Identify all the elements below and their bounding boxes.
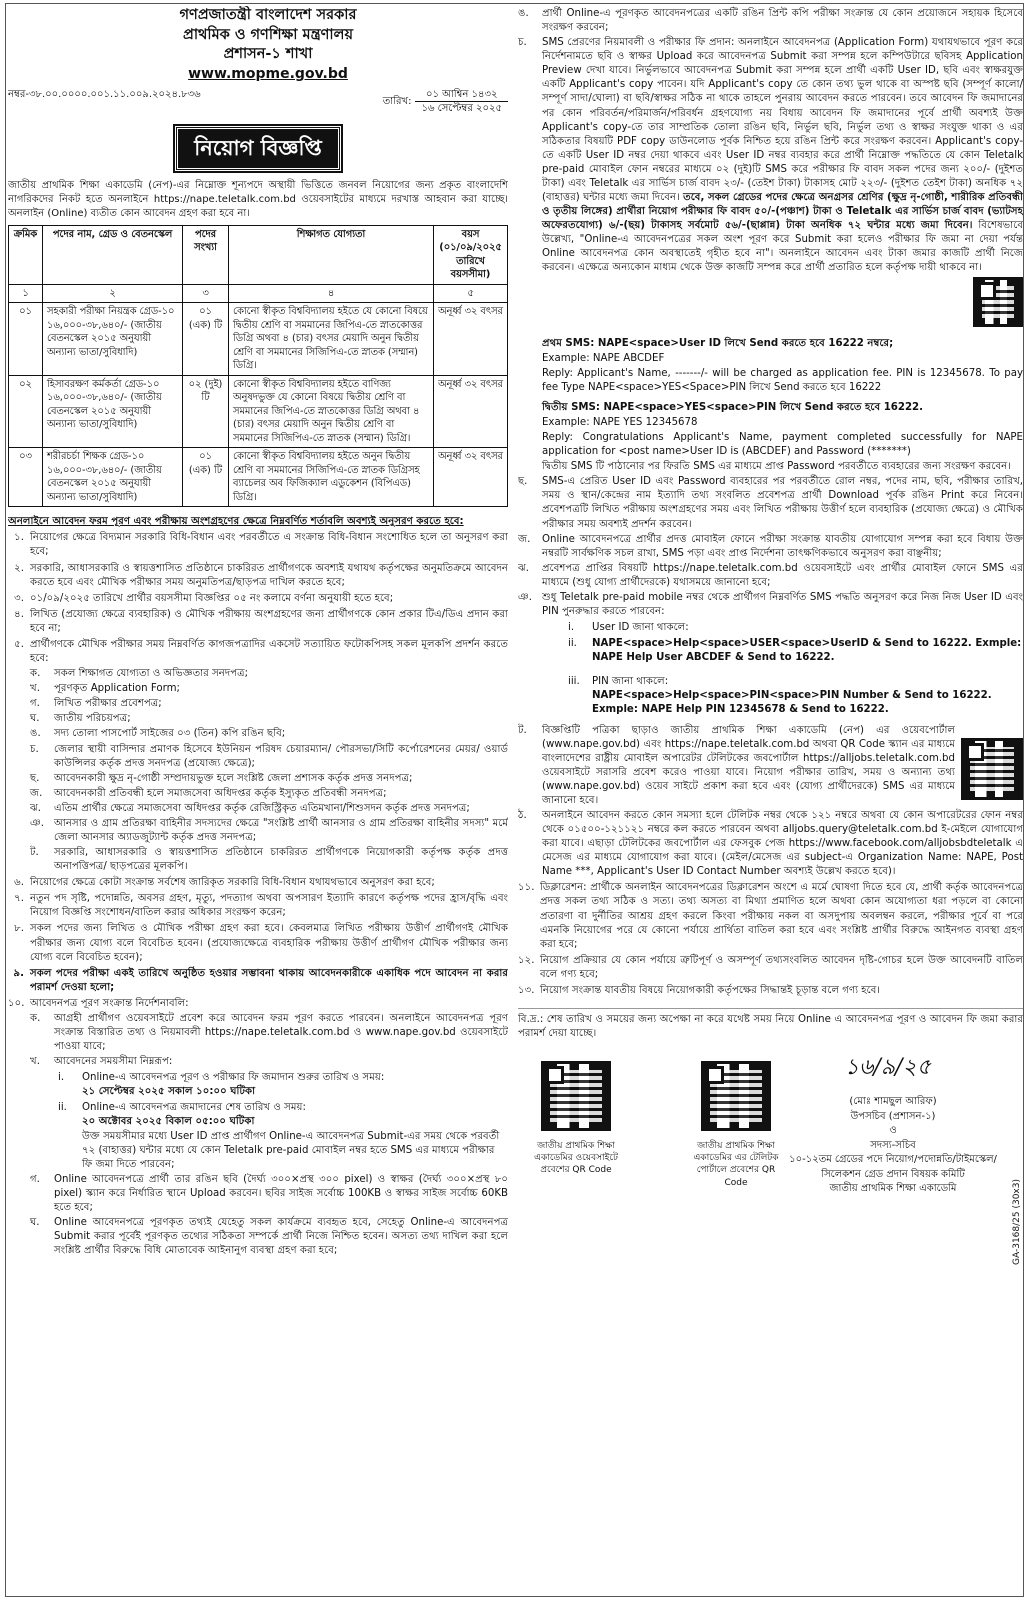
row-serial: ০৩	[9, 448, 43, 507]
doc-item	[30, 727, 508, 741]
deadline-label: Online-এ আবেদনপত্র পূরণ ও পরীক্ষার ফি জমাদান শুরুর তারিখ ও সময়:	[82, 1072, 385, 1084]
doc-item	[30, 787, 508, 801]
item-text: নিয়োগ সংক্রান্ত যাবতীয় বিষয়ে নিয়োগকারী কর্তৃপক্ষের সিদ্ধান্তই চূড়ান্ত বলে গণ্য হবে।	[540, 984, 881, 996]
doc-item	[30, 817, 508, 845]
item-number: ১০.	[8, 997, 25, 1009]
doc-item	[30, 772, 508, 786]
doc-number: ঝ.	[30, 802, 41, 814]
apply-text: Online আবেদনপত্রে পূরণকৃত তথ্যই যেহেতু সকল কার্যক্রমে ব্যবহৃত হবে, সেহেতু Online-এ আবেদনপত্র Submit করার পূর্বেই পূরণকৃত তথ্যের সঠিকতা সম্পর্কে প্রার্থী নিজে নিশ্চিত হবেন। অসত্য তথ্য দাখিল করা হলে সংশ্লিষ্ট প্রার্থীর বিরুদ্ধে বিধি মোতাবেক আইনানুগ ব্যবস্থা গ্রহণ করা হবে;	[54, 1217, 508, 1257]
notice-title: নিয়োগ বিজ্ঞপ্তি	[175, 126, 341, 171]
qr-teletalk-wrap	[518, 277, 1023, 332]
list-item	[518, 954, 1023, 982]
row-count: ০১ (এক) টি	[183, 448, 229, 507]
apply-number: ঝ.	[518, 562, 529, 574]
item-number: ১৩.	[518, 984, 535, 996]
col-count: পদের সংখ্যা	[183, 225, 229, 284]
conditions-heading: অনলাইনে আবেদন ফরম পূরণ এবং পরীক্ষায় অংশগ্রহণের ক্ষেত্রে নিম্নবর্ণিত শর্তাবলি অবশ্যই অনুসরণ করতে হবে:	[8, 516, 464, 528]
qr-nape-teletalk	[686, 1061, 786, 1189]
govt-title: গণপ্রজাতন্ত্রী বাংলাদেশ সরকার	[179, 7, 357, 23]
recovery-text	[592, 675, 1023, 717]
list-item	[8, 922, 508, 964]
table-row	[9, 375, 508, 448]
col-qualification: শিক্ষাগত যোগ্যতা	[229, 225, 434, 284]
doc-number: জ.	[30, 787, 43, 799]
apply-text: Online আবেদনপত্রে প্রার্থী তার রঙিন ছবি (দৈর্ঘ্য ৩০০×প্রস্থ ৩০০ pixel) ও স্বাক্ষর (দৈর্ঘ্য ৩০০×প্রস্থ ৮০ pixel) স্ক্যান করে নির্ধারিত স্থানে Upload করবেন। ছবির সাইজ সর্বোচ্চ 100KB ও স্বাক্ষর সাইজ সর্বোচ্চ 60KB হতে হবে;	[54, 1173, 508, 1213]
sms1-reply: Reply: Applicant's Name, -------/- will be charged as application fee. PIN is 12345678. To pay fee Type NAPE<space>YES<Space>PIN লিখে Send করতে হবে 16222	[542, 367, 1023, 393]
item-text: ০১/০৯/২০২৫ তারিখে প্রার্থীর বয়সসীমা বিজ্ঞপ্তির ০৫ নং কলামে বর্ণনা অনুযায়ী হতে হবে;	[30, 592, 394, 604]
apply-item	[518, 475, 1023, 531]
memo-number: নম্বর-৩৮.০০.০০০০.০০১.১১.০০৯.২০২৪.৮৩৬	[8, 88, 201, 100]
doc-number: খ.	[30, 683, 40, 695]
sms2-label: দ্বিতীয় SMS: NAPE<space>YES<space>PIN লিখে Send করতে হবে 16222.	[542, 401, 924, 413]
letterhead	[148, 6, 388, 84]
index-cell: ১	[9, 284, 43, 303]
item-number: ৬.	[14, 877, 24, 889]
deadline-number: i.	[58, 1072, 65, 1084]
list-item	[8, 608, 508, 636]
item-text: লিখিত (প্রযোজ্য ক্ষেত্রে ব্যবহারিক) ও মৌখিক পরীক্ষায় অংশগ্রহণের জন্য প্রার্থীগণকে কোন প্রকার টিএ/ডিএ প্রদান করা হবে না;	[30, 608, 508, 634]
doc-number: ঞ.	[30, 817, 44, 829]
signatory-designation: উপসচিব (প্রশাসন-১)	[850, 1110, 936, 1122]
item-number: ৮.	[14, 923, 24, 935]
left-column	[8, 6, 508, 1594]
apply-number: ঙ.	[518, 8, 529, 19]
deadline-label: Online-এ আবেদনপত্র জমাদানের শেষ তারিখ ও সময়:	[82, 1102, 306, 1114]
col-serial: ক্রমিক	[9, 225, 43, 284]
qr-code-icon[interactable]	[701, 1061, 771, 1131]
item-text: সকল পদের জন্য লিখিত ও মৌখিক পরীক্ষা গ্রহণ করা হবে। কেবলমাত্র লিখিত পরীক্ষায় উত্তীর্ণ প্রার্থীগণই মৌখিক পরীক্ষার জন্য যোগ্য বলে বিবেচিত হবেন। (প্রযোজ্যক্ষেত্রে ব্যবহারিক পরীক্ষায় উত্তীর্ণ প্রার্থীগণ মৌখিক পরীক্ষার জন্য যোগ্য বলে বিবেচিত হবেন);	[30, 923, 508, 963]
row-post: হিসাবরক্ষণ কর্মকর্তা গ্রেড-১০ ১৬,০০০-৩৮,৬৪০/- (জাতীয় বেতনস্কেল ২০১৫ অনুযায়ী অন্যান্য ভাতা/সুবিধাদি)	[43, 375, 183, 448]
doc-number: ক.	[30, 668, 41, 680]
list-item	[8, 562, 508, 590]
apply-text: আবেদনের সময়সীমা নিম্নরূপ:	[54, 1056, 173, 1068]
doc-text: আনসার ও গ্রাম প্রতিরক্ষা বাহিনীর সদস্যদের ক্ষেত্রে "সংশ্লিষ্ট প্রার্থী আনসার ও গ্রাম প্রতিরক্ষা বাহিনীর সদস্য" মর্মে জেলা আনসার অ্যাডজুট্যান্ট কর্তৃক প্রদত্ত সনদপত্র;	[54, 817, 508, 843]
doc-text: সদ্য তোলা পাসপোর্ট সাইজের ০৩ (তিন) কপি রঙিন ছবি;	[54, 728, 286, 740]
doc-item	[30, 846, 508, 874]
item-number: ২.	[14, 562, 24, 574]
sms2-example: Example: NAPE YES 12345678	[542, 416, 698, 428]
item-number: ৫.	[14, 638, 24, 650]
deadline-item	[58, 1071, 508, 1099]
qr-caption: জাতীয় প্রাথমিক শিক্ষা একাডেমির এর টেলিটক পোর্টালে প্রবেশের QR Code	[693, 1140, 779, 1188]
apply-item	[518, 809, 1023, 879]
sms2-reply: Reply: Congratulations Applicant's Name, payment completed successfully for NAPE application for <post name>User ID is (ABCDEF) and Password (*******)	[542, 432, 1023, 458]
item-text: প্রার্থীগণকে মৌখিক পরীক্ষার সময় নিম্নবর্ণিত কাগজপত্রাদির একসেট সত্যায়িত ফটোকপিসহ সকল মূলকপি প্রদর্শন করতে হবে:	[30, 638, 508, 665]
doc-item	[30, 682, 508, 696]
apply-text	[542, 36, 1023, 275]
apply-item	[518, 36, 1023, 275]
item-number: ১১.	[518, 882, 535, 894]
item-text: নতুন পদ সৃষ্টি, পদোন্নতি, অবসর গ্রহণ, মৃত্যু, পদত্যাগ অথবা অপসারণ ইত্যাদি কারণে কর্তৃপক্ষ পদের হ্রাস/বৃদ্ধি এবং নিয়োগ বিজ্ঞপ্তি সংশোধন/বাতিল করার অধিকার সংরক্ষণ করেন;	[30, 893, 508, 919]
doc-text: সরকারি, আধাসরকারি ও স্বায়ত্তশাসিত প্রতিষ্ঠানে চাকরিরত প্রার্থীগণকে নিয়োগকারী কর্তৃপক্ষ কর্তৃক প্রদত্ত অনাপত্তিপত্র/ ছাড়পত্রের মূলকপি।	[54, 847, 508, 873]
signatory-committee: ১০-১২তম গ্রেডের পদে নিয়োগ/পদোন্নতি/টাইমস্কেল/ সিলেকশন গ্রেড প্রদান বিষয়ক কমিটি	[789, 1154, 997, 1180]
doc-text: আবেদনকারী প্রতিবন্ধী হলে সমাজসেবা অধিদপ্তর কর্তৃক ইস্যুকৃত প্রতিবন্ধী সনদপত্র;	[54, 787, 387, 799]
apply-number: ঞ.	[518, 591, 532, 603]
apply-item	[518, 724, 1023, 808]
sms-instructions	[542, 337, 1023, 475]
list-item	[8, 997, 508, 1011]
table-header-row	[9, 225, 508, 284]
item-number: ৪.	[14, 608, 24, 620]
signatory-role: সদস্য-সচিব	[870, 1139, 916, 1151]
doc-text: লিখিত পরীক্ষার প্রবেশপত্র;	[54, 698, 162, 710]
branch-title: প্রশাসন-১ শাখা	[223, 46, 313, 63]
item-text: নিয়োগ প্রক্রিয়ার যে কোন পর্যায়ে ত্রুটিপূর্ণ ও অসম্পূর্ণ তথ্যসংবলিত আবেদন দৃষ্টি-গোচর হলে উক্ত আবেদনটি বাতিল বলে গণ্য হবে;	[540, 954, 1023, 980]
deadline-date: ২০ অক্টোবর ২০২৫ বিকাল ০৫:০০ ঘটিকা	[82, 1116, 255, 1128]
row-count: ০২ (দুই) টি	[183, 375, 229, 448]
apply-text: আগ্রহী প্রার্থীগণ ওয়েবসাইটে প্রবেশ করে আবেদন ফরম পূরণ করতে পারবেন। অনলাইনে আবেদনপত্র পূরণ সংক্রান্ত বিস্তারিত তথ্য ও নিয়মাবলী https://nape.teletalk.com.bd ও www.nape.gov.bd ওয়েবসাইটে পাওয়া যাবে;	[54, 1012, 508, 1053]
fee-instructions: SMS প্রেরণের নিয়মাবলী ও পরীক্ষার ফি প্রদান: অনলাইনে আবেদনপত্র (Application Form) যথাযথভাবে পূরণ করে নির্দেশনামতে ছবি ও স্বাক্ষর Upload করে আবেদনপত্র Submit করা সম্পন্ন হলে কম্পিউটারে ছবিসহ Application Preview দেখা যাবে। নির্ভুলভাবে আবেদনপত্র Submit করা সম্পন্ন হলে প্রার্থী একটি User ID, ছবি এবং স্বাক্ষরযুক্ত একটি Applicant's copy পাবেন। যদি Applicant's copy তে কোন তথ্য ভুল থাকে বা অস্পষ্ট ছবি (সম্পূর্ণ কালো/সম্পূর্ণ সাদা/ঘোলা) বা ছবি/স্বাক্ষর সঠিক না থাকে তাহলে পুনরায় আবেদন করতে পারবেন। তবে আবেদন ফি জমাদানের পর কোন পরিবর্তন/পরিমার্জন/পরিবর্ধন গ্রহণযোগ্য নয় বিধায় আবেদন ফি জমাদানের পূর্বে প্রার্থী অবশ্যই উক্ত Applicant's copy-তে তার সাম্প্রতিক তোলা রঙিন ছবি, নির্ভুল ছবি, নির্ভুল তথ্য ও স্বাক্ষর সংযুক্ত থাকা ও এর সঠিকতার বিষয়টি PDF copy ডাউনলোড পূর্বক নিশ্চিত হয়ে রঙিন প্রিন্ট করে সংরক্ষণ করবেন। Applicant's copy-তে একটি User ID নম্বর দেয়া থাকবে এবং User ID নম্বর ব্যবহার করে প্রার্থী নিম্নোক্ত পদ্ধতিতে যে কোন Teletalk pre-paid মোবাইল ফোন নম্বরের মাধ্যমে ০২ (দুই)টি SMS করে পরীক্ষার ফি বাবদ সকল পদের জন্য ২০০/- (দুইশত টাকা) এবং Teletalk এর সার্ভিস চার্জ বাবদ ২৩/- (তেইশ টাকা) টাকাসহ মোট ২২৩/- (দুইশত তেইশ টাকা) অনধিক ৭২ (বাহাত্তর) ঘন্টার মধ্যে জমা দিবেন।	[542, 37, 1023, 204]
reference-row	[8, 88, 508, 117]
doc-number: গ.	[30, 698, 40, 710]
print-code: GA-3168/25 (30x3)	[1011, 1179, 1022, 1266]
row-age: অনূর্ধ্ব ৩২ বৎসর	[434, 375, 508, 448]
portal-info: বিজ্ঞপ্তিটি পত্রিকা ছাড়াও জাতীয় প্রাথমিক শিক্ষা একাডেমি (নেপ) এর ওয়েবপোর্টাল (www.nape.gov.bd) এবং https://nape.teletalk.com.bd অথবা QR Code স্ক্যান এর মাধ্যমে বাংলাদেশের রাষ্ট্রীয় মোবাইল অপারেটর টেলিটকের জবপোর্টাল https://alljobs.teletalk.com.bd ওয়েবসাইটে সরাসরি প্রবেশ করেও পাওয়া যাবে। নিয়োগ পরীক্ষার তারিখ, সময় ও অন্যান্য তথ্য (www.nape.gov.bd) ওয়েব সাইটে প্রকাশ করা হবে এবং (যোগ্য প্রার্থীদেরকে) SMS এর মাধ্যমে জানানো হবে।	[542, 724, 955, 806]
doc-text: পূরণকৃত Application Form;	[54, 683, 180, 695]
sms1-label: প্রথম SMS: NAPE<space>User ID লিখে Send করতে হবে 16222 নম্বরে;	[542, 337, 894, 349]
apply-number: ক.	[30, 1012, 41, 1024]
signatory-name: (মোঃ শামছুল আরিফ)	[849, 1096, 937, 1108]
index-cell: ৫	[434, 284, 508, 303]
date-values	[415, 88, 508, 117]
table-index-row	[9, 284, 508, 303]
footnote: বি.দ্র.: শেষ তারিখ ও সময়ের জন্য অপেক্ষা না করে যথেষ্ট সময় নিয়ে Online এ আবেদনপত্র পূরণ ও আবেদন ফি জমা করার পরামর্শ দেয়া যাচ্ছে।	[518, 1008, 1023, 1041]
sms2-note: দ্বিতীয় SMS টি পাঠানোর পর ফিরতি SMS এর মাধ্যমে প্রাপ্ত Password পরবর্তীতে ব্যবহারের জন্য সংরক্ষণ করবেন।	[542, 461, 1011, 473]
recovery-text: User ID জানা থাকলে:	[592, 622, 689, 634]
recovery-number: i.	[568, 622, 575, 634]
fee-instructions-end: বিশেষভাবে উল্লেখ্য, "Online-এ আবেদনপত্রের সকল অংশ পূরণ করে Submit করা হলেও পরীক্ষার ফি জমা না দেয়া পর্যন্ত Online আবেদনপত্র কোন অবস্থাতেই গৃহীত হবে না"। অনলাইনে আবেদন এবং টাকা জমার কাজটি প্রার্থী নিজে করবেন। এক্ষেত্রে অন্যকোন মাধ্যম থেকে উক্ত কাজটি সম্পন্ন করে প্রার্থী প্রতারিত হলে কর্তৃপক্ষ দায়ী থাকবে না।	[542, 220, 1023, 274]
item-number: ১.	[14, 532, 24, 544]
row-serial: ০২	[9, 375, 43, 448]
doc-text: জেলার স্থায়ী বাসিন্দার প্রমাণক হিসেবে ইউনিয়ন পরিষদ চেয়ারম্যান/ পৌরসভা/সিটি কর্পোরেশনের মেয়র/ ওয়ার্ড কাউন্সিলর কর্তৃক প্রদত্ত সনদপত্র (প্রযোজ্য ক্ষেত্রে);	[54, 743, 508, 769]
deadline-date: ২১ সেপ্টেম্বর ২০২৫ সকাল ১০:০০ ঘটিকা	[82, 1086, 256, 1098]
doc-item	[30, 697, 508, 711]
recovery-item	[568, 675, 1023, 717]
signatory-org: জাতীয় প্রাথমিক শিক্ষা একাডেমি	[829, 1183, 957, 1195]
qr-code-group	[526, 1061, 786, 1189]
apply-text	[542, 724, 1023, 808]
ministry-title: প্রাথমিক ও গণশিক্ষা মন্ত্রণালয়	[183, 26, 353, 43]
signature-area	[518, 1047, 1023, 1277]
col-post: পদের নাম, গ্রেড ও বেতনস্কেল	[43, 225, 183, 284]
apply-text: অনলাইনে আবেদন করতে কোন সমস্যা হলে টেলিটক নম্বর থেকে ১২১ নম্বরে অথবা যে কোন অপারেটরের ফোন নম্বর থেকে ০১৫০০-১২১১২১ নম্বরে কল করতে পারবেন অথবা alljobs.query@teletalk.com.bd ই-মেইলে যোগাযোগ করা যাবে। এছাড়া টেলিটকের জবপোর্টাল এর ফেসবুক পেজ https://www.facebook.com/alljobsbdteletalk এ মেসেজ এর মাধ্যমে যোগাযোগ করা যাবে। (মেইল/মেসেজ এর subject-এ Organization Name: NAPE, Post Name ***, Applicant's User ID Contact Number অবশ্যই উল্লেখ করতে হবে)।	[542, 809, 1023, 878]
index-cell: ৩	[183, 284, 229, 303]
recovery-item	[568, 637, 1023, 665]
signatory-and: ও	[889, 1125, 897, 1137]
deadline-number: ii.	[58, 1102, 67, 1114]
recovery-command: NAPE<space>Help<space>PIN<space>PIN Number & Send to 16222. Exmple: NAPE Help PIN 12345678 & Send to 16222.	[592, 690, 992, 716]
row-post: শরীরচর্চা শিক্ষক গ্রেড-১০ ১৬,০০০-৩৮,৬৪০/- (জাতীয় বেতনস্কেল ২০১৫ অনুযায়ী অন্যান্য ভাতা/সুবিধাদি)	[43, 448, 183, 507]
signatory-block	[783, 1095, 1003, 1197]
apply-number: ঠ.	[518, 809, 527, 821]
doc-item	[30, 802, 508, 816]
list-item	[8, 638, 508, 666]
item-number: ৯.	[13, 967, 24, 979]
right-column	[518, 6, 1023, 1594]
row-post: সহকারী পরীক্ষা নিয়ন্ত্রক গ্রেড-১০ ১৬,০০০-৩৮,৬৪০/- (জাতীয় বেতনস্কেল ২০১৫ অনুযায়ী অন্যান্য ভাতা/সুবিধাদি)	[43, 303, 183, 376]
doc-number: ট.	[30, 847, 39, 859]
list-item	[8, 876, 508, 890]
doc-text: জাতীয় পরিচয়পত্র;	[54, 713, 131, 725]
item-text: আবেদনপত্র পূরণ সংক্রান্ত নির্দেশনাবলি:	[30, 997, 189, 1009]
row-qualification: কোনো স্বীকৃত বিশ্ববিদ্যালয় হইতে যে কোনো বিষয়ে দ্বিতীয় শ্রেণি বা সমমানের জিপিএ-তে স্নাতকোত্তর ডিগ্রি অথবা ৪ (চার) বৎসর মেয়াদি অনুন দ্বিতীয় শ্রেণি বা সমমানের সিজিপিএ-তে স্নাতক (সম্মান) ডিগ্রি।	[229, 303, 434, 376]
date-block	[383, 88, 508, 117]
deadline-text	[82, 1071, 508, 1099]
item-text: নিয়োগের ক্ষেত্রে বিদ্যমান সরকারি বিধি-বিধান এবং পরবর্তীতে এ সংক্রান্ত বিধি-বিধান সংশোধিত হলে তা অনুসরণ করা হবে;	[30, 532, 508, 558]
doc-text: আবেদনকারী ক্ষুদ্র নৃ-গোষ্ঠী সম্প্রদায়ভুক্ত হলে সংশ্লিষ্ট জেলা প্রশাসক কর্তৃক প্রদত্ত সনদপত্র;	[54, 772, 413, 784]
row-age: অনূর্ধ্ব ৩২ বৎসর	[434, 448, 508, 507]
apply-number: খ.	[30, 1056, 40, 1068]
list-item	[8, 892, 508, 920]
row-serial: ০১	[9, 303, 43, 376]
apply-number: গ.	[30, 1173, 40, 1185]
vacancy-table	[8, 225, 508, 508]
apply-text: প্রবেশপত্র প্রাপ্তির বিষয়টি https://nape.teletalk.com.bd ওয়েবসাইটে এবং প্রার্থীর মোবাইল ফোনে SMS এর মাধ্যমে (শুধু যোগ্য প্রার্থীদেরকে) যথাসময়ে জানানো হবে;	[542, 562, 1023, 588]
doc-item	[30, 667, 508, 681]
qr-code-icon[interactable]	[541, 1061, 611, 1131]
item-text: সকল পদের পরীক্ষা একই তারিখে অনুষ্ঠিত হওয়ার সম্ভাবনা থাকায় আবেদনকারীকে একাধিক পদে আবেদন না করার পরামর্শ দেওয়া হলো;	[30, 967, 508, 993]
doc-number: চ.	[30, 743, 39, 755]
date-english: ১৬ সেপ্টেম্বর ২০২৫	[421, 103, 502, 115]
row-age: অনূর্ধ্ব ৩২ বৎসর	[434, 303, 508, 376]
apply-text: প্রার্থী Online-এ পূরণকৃত আবেদনপত্রের একটি রঙিন প্রিন্ট কপি পরীক্ষা সংক্রান্ত যে কোন প্রয়োজনে সহায়ক হিসেবে সংরক্ষণ করবেন;	[542, 8, 1023, 34]
doc-text: সকল শিক্ষাগত যোগ্যতা ও অভিজ্ঞতার সনদপত্র;	[54, 668, 249, 680]
qr-caption: জাতীয় প্রাথমিক শিক্ষা একাডেমির ওয়েবসাইটে প্রবেশের QR Code	[534, 1140, 618, 1176]
apply-number: চ.	[518, 37, 527, 49]
item-text: সরকারি, আধাসরকারি ও স্বায়ত্তশাসিত প্রতিষ্ঠানে চাকরিরত প্রার্থীগণকে অবশ্যই যথাযথ কর্তৃপক্ষের অনুমতিক্রমে আবেদন করতে হবে এবং মৌখিক পরীক্ষার সময় অনুমতিপত্র/ছাড়পত্র দাখিল করতে হবে;	[30, 562, 508, 588]
signature-mark: ১৬/৯/২৫	[844, 1055, 931, 1081]
apply-item	[30, 1216, 508, 1258]
item-number: ৩.	[14, 592, 24, 604]
list-item	[8, 967, 508, 995]
table-row	[9, 303, 508, 376]
recovery-label: PIN জানা থাকলে:	[592, 676, 669, 688]
item-text: নিয়োগের ক্ষেত্রে কোটা সংক্রান্ত সর্বশেষ জারিকৃত সরকারি বিধি-বিধান যথাযথভাবে অনুসরণ করা হবে;	[30, 877, 435, 889]
fee-instructions-bold: তবে, সকল গ্রেডের পদের ক্ষেত্রে অনগ্রসর শ্রেণির (ক্ষুদ্র নৃ-গোষ্ঠী, শারীরিক প্রতিবন্ধী ও তৃতীয় লিঙ্গের) প্রার্থীরা নিয়োগ পরীক্ষার ফি বাবদ ৫০/-(পঞ্চাশ) টাকা ও Teletalk এর সার্ভিস চার্জ বাবদ (ভ্যাটসহ অফেরতযোগ্য) ৬/-(ছয়) টাকাসহ সর্বমোট ৫৬/-(ছাপ্পান্ন) টাকা অনধিক ৭২ ঘন্টার মধ্যে জমা দিবেন।	[542, 192, 1023, 232]
deadline-item	[58, 1101, 508, 1171]
doc-item	[30, 712, 508, 726]
row-qualification: কোনো স্বীকৃত বিশ্ববিদ্যালয় হইতে বাণিজ্য অনুষদভুক্ত যে কোনো বিষয়ে দ্বিতীয় শ্রেণি বা সমমানের জিপিএ-তে স্নাতকোত্তর ডিগ্রি অথবা ৪ (চার) বৎসর মেয়াদি অনুন দ্বিতীয় শ্রেণি বা সমমানের সিজিপিএ-তে স্নাতক (সম্মান) ডিগ্রি।	[229, 375, 434, 448]
index-cell: ৪	[229, 284, 434, 303]
row-count: ০১ (এক) টি	[183, 303, 229, 376]
recovery-text: NAPE<space>Help<space>USER<space>UserID & Send to 16222. Exmple: NAPE Help User ABCDEF & Send to 16222.	[592, 638, 1022, 664]
row-qualification: কোনো স্বীকৃত বিশ্ববিদ্যালয় হইতে অনুন দ্বিতীয় শ্রেণি বা সমমানের সিজিপিএ-তে স্নাতক ডিগ্রিসহ ব্যাচেলর অব ফিজিক্যাল এডুকেশন (বিপিএড) ডিগ্রি।	[229, 448, 434, 507]
apply-item	[518, 591, 1023, 619]
doc-number: ছ.	[30, 772, 40, 784]
recovery-number: ii.	[568, 638, 577, 650]
apply-item	[30, 1055, 508, 1069]
apply-item	[30, 1173, 508, 1215]
index-cell: ২	[43, 284, 183, 303]
apply-text: SMS-এ প্রেরিত User ID এবং Password ব্যবহারের পর পরবর্তীতে রোল নম্বর, পদের নাম, ছবি, পরীক্ষার তারিখ, সময় ও স্থান/কেন্দ্রের নাম ইত্যাদি তথ্য সংবলিত প্রবেশপত্র প্রার্থী Download পূর্বক রঙিন Print করে নিবেন। প্রবেশপত্রটি লিখিত পরীক্ষায় অংশগ্রহণের সময় এবং লিখিত পরীক্ষায় উত্তীর্ণ হলে ব্যবহারিক (প্রযোজ্য ক্ষেত্রে) ও মৌখিক পরীক্ষার সময় অবশ্যই প্রদর্শন করবেন।	[542, 476, 1023, 530]
apply-item	[518, 562, 1023, 590]
apply-item	[30, 1012, 508, 1054]
deadline-text	[82, 1101, 508, 1171]
apply-item	[518, 7, 1023, 35]
apply-item	[518, 533, 1023, 561]
apply-text: Online আবেদনপত্রে প্রার্থীর প্রদত্ত মোবাইল ফোনে পরীক্ষা সংক্রান্ত যাবতীয় যোগাযোগ সম্পন্ন করা হবে বিধায় উক্ত নম্বরটি সার্বক্ষণিক সচল রাখা, SMS পড়া এবং প্রাপ্ত নির্দেশনা তাৎক্ষণিকভাবে অনুসরণ করা বাঞ্ছনীয়;	[542, 533, 1023, 559]
qr-code-icon[interactable]	[961, 738, 1023, 800]
apply-number: জ.	[518, 533, 531, 545]
apply-number: ঘ.	[30, 1217, 40, 1228]
list-item	[518, 881, 1023, 951]
doc-text: এতিম প্রার্থীর ক্ষেত্রে সমাজসেবা অধিদপ্তর কর্তৃক রেজিস্ট্রিকৃত এতিমখানা/শিশুসদন কর্তৃক প্রদত্ত সনদপত্র;	[54, 802, 470, 814]
col-age: বয়স (০১/০৯/২০২৫ তারিখে বয়সসীমা)	[434, 225, 508, 284]
apply-text: শুধু Teletalk pre-paid mobile নম্বর থেকে প্রার্থীগণ নিম্নবর্ণিত SMS পদ্ধতি অনুসরণ করে নিজ নিজ User ID এবং PIN পুনরুদ্ধার করতে পারবেন:	[542, 591, 1023, 617]
doc-number: ঙ.	[30, 728, 41, 740]
apply-number: ট.	[518, 724, 527, 736]
intro-paragraph: জাতীয় প্রাথমিক শিক্ষা একাডেমি (নেপ)-এর নিম্নোক্ত শূন্যপদে অস্থায়ী ভিত্তিতে জনবল নিয়োগের জন্য প্রকৃত বাংলাদেশি নাগরিকদের নিকট হতে অনলাইনে https://nape.teletalk.com.bd ওয়েবসাইটের মাধ্যমে দরখাস্ত আহবান করা যাচ্ছে। অনলাইন (Online) ব্যতীত কোন আবেদন গ্রহণ করা হবে না।	[8, 180, 508, 219]
ministry-website-link[interactable]: www.mopme.gov.bd	[188, 65, 348, 82]
doc-number: ঘ.	[30, 713, 40, 725]
item-number: ১২.	[518, 954, 535, 966]
apply-number: ছ.	[518, 476, 528, 488]
list-item	[8, 592, 508, 606]
list-item	[518, 984, 1023, 998]
table-row	[9, 448, 508, 507]
recovery-item	[568, 621, 1023, 635]
qr-code-icon[interactable]	[973, 277, 1023, 327]
deadline-note: উক্ত সময়সীমার মধ্যে User ID প্রাপ্ত প্রার্থীগণ Online-এ আবেদনপত্র Submit-এর সময় থেকে পরবর্তী ৭২ (বাহাত্তর) ঘন্টার মধ্যে যে কোন Teletalk pre-paid মোবাইল নম্বর হতে SMS এর মাধ্যমে পরীক্ষার ফি জমা দিতে পারবেন;	[82, 1130, 500, 1170]
item-number: ৭.	[14, 893, 24, 905]
date-bangla: ০১ আশ্বিন ১৪৩২	[415, 88, 508, 103]
doc-item	[30, 743, 508, 771]
item-text: ডিক্লারেশন: প্রার্থীকে অনলাইন আবেদনপত্রের ডিক্লারেশন অংশে এ মর্মে ঘোষণা দিতে হবে যে, প্রার্থী কর্তৃক আবেদনপত্রে প্রদত্ত সকল তথ্য সঠিক ও সত্য। তথ্য অসত্য বা মিথ্যা প্রমাণিত হলে অথবা কোন অযোগ্যতা ধরা পড়লে বা কোনো প্রতারণা বা দুর্নীতির আশ্রয় গ্রহণ করলে কিংবা পরীক্ষায় নকল বা অসদুপায় অবলম্বন করলে, পরীক্ষার পূর্বে বা পরে এমনকি নিয়োগের পরে যে কোনো পর্যায়ে প্রার্থিতা বাতিল করা হবে এবং সংশ্লিষ্ট প্রার্থীর বিরুদ্ধে আইনগত ব্যবস্থা গ্রহণ করা হবে;	[540, 882, 1023, 950]
recovery-number: iii.	[568, 676, 580, 688]
list-item	[8, 531, 508, 559]
qr-nape-website	[526, 1061, 626, 1189]
sms1-example: Example: NAPE ABCDEF	[542, 352, 665, 364]
date-label: তারিখ:	[382, 95, 412, 107]
